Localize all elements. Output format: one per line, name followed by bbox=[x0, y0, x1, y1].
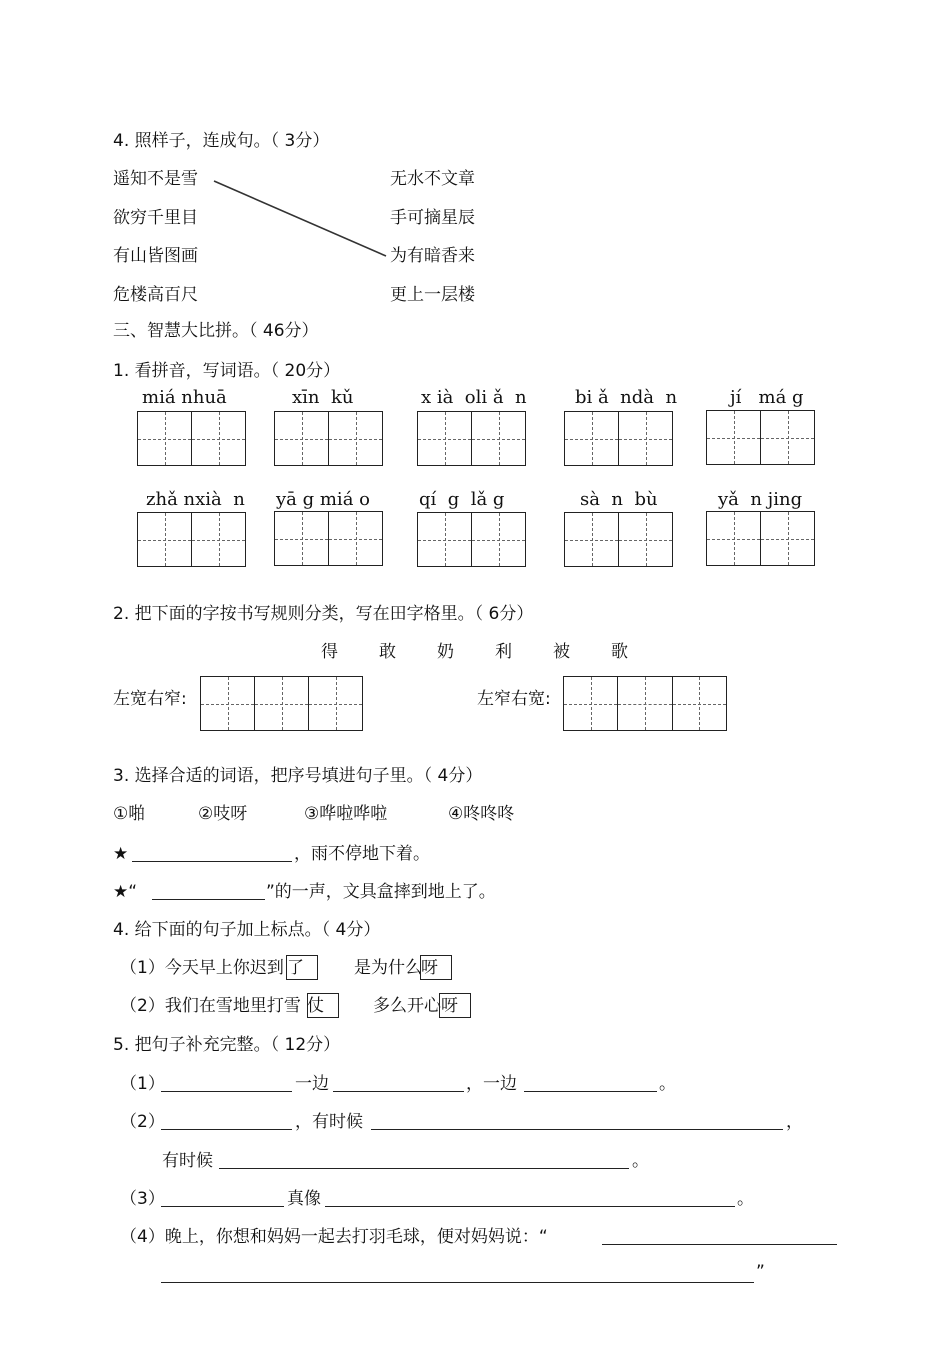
char-4: 利 bbox=[495, 642, 512, 662]
match-right-4: 更上一层楼 bbox=[390, 285, 475, 305]
punct-line-2-a: （2）我们在雪地里打雪 bbox=[120, 996, 301, 1016]
match-left-1: 遥知不是雪 bbox=[113, 169, 198, 189]
blank[interactable] bbox=[333, 1091, 464, 1092]
writing-grid[interactable] bbox=[274, 411, 383, 466]
blank[interactable] bbox=[524, 1091, 657, 1092]
s1-num: （1） bbox=[120, 1074, 165, 1094]
char-3: 奶 bbox=[437, 642, 454, 662]
star-2: ★“ bbox=[113, 882, 138, 902]
s2-mid: ，有时候 bbox=[295, 1112, 363, 1132]
pinyin-1-3: x ià oli ǎ n bbox=[421, 387, 527, 408]
char-6: 歌 bbox=[611, 642, 628, 662]
pinyin-1-1: miá nhuā bbox=[142, 387, 227, 408]
match-left-2: 欲穷千里目 bbox=[113, 208, 198, 228]
sentence-2-tail: ”的一声，文具盒摔到地上了。 bbox=[266, 882, 496, 902]
blank[interactable] bbox=[161, 1091, 292, 1092]
pinyin-2-3: qí g lǎ g bbox=[419, 489, 505, 510]
sentence-1-tail: ，雨不停地下着。 bbox=[294, 844, 430, 864]
writing-grid[interactable] bbox=[706, 410, 815, 465]
match-left-3: 有山皆图画 bbox=[113, 246, 198, 266]
option-3: ③哗啦哗啦 bbox=[304, 804, 388, 824]
blank-2[interactable] bbox=[152, 899, 265, 900]
char-2: 敢 bbox=[379, 642, 396, 662]
writing-grid[interactable] bbox=[706, 511, 815, 566]
q2-title: 2. 把下面的字按书写规则分类，写在田字格里。（ 6分） bbox=[113, 604, 534, 624]
option-1: ①啪 bbox=[113, 804, 146, 824]
s2b-end: 。 bbox=[632, 1151, 649, 1171]
writing-grid[interactable] bbox=[417, 512, 526, 567]
left-wide-label: 左宽右窄: bbox=[113, 689, 187, 709]
blank[interactable] bbox=[161, 1129, 292, 1130]
blank-1[interactable] bbox=[132, 861, 292, 862]
s2b-start: 有时候 bbox=[162, 1151, 213, 1171]
match-right-3: 为有暗香来 bbox=[390, 246, 475, 266]
blank[interactable] bbox=[161, 1206, 284, 1207]
s3-end: 。 bbox=[737, 1189, 754, 1209]
q4-punct-title: 4. 给下面的句子加上标点。（ 4分） bbox=[113, 920, 381, 940]
pinyin-1-5: jí má g bbox=[730, 387, 804, 408]
blank[interactable] bbox=[325, 1206, 735, 1207]
q3-title: 3. 选择合适的词语，把序号填进句子里。（ 4分） bbox=[113, 766, 483, 786]
pinyin-1-2: xīn kǔ bbox=[292, 387, 354, 408]
pinyin-2-2: yā g miá o bbox=[276, 489, 370, 510]
writing-grid[interactable] bbox=[564, 411, 673, 466]
pinyin-1-4: bi ǎ ndà n bbox=[575, 387, 678, 408]
writing-grid[interactable] bbox=[417, 411, 526, 466]
q4-match-title: 4. 照样子，连成句。（ 3分） bbox=[113, 131, 330, 151]
s4-end: ” bbox=[756, 1262, 765, 1282]
s4-text: （4）晚上，你想和妈妈一起去打羽毛球，便对妈妈说：“ bbox=[120, 1227, 548, 1247]
s1-end: 。 bbox=[659, 1074, 676, 1094]
example-match-line bbox=[0, 0, 950, 300]
punct-line-2-b: 仗 bbox=[307, 996, 324, 1016]
s1-mid: 一边 bbox=[295, 1074, 329, 1094]
left-narrow-grid[interactable] bbox=[563, 676, 727, 731]
section3-title: 三、智慧大比拼。（ 46分） bbox=[113, 321, 319, 341]
punct-line-2-c: 多么开心 bbox=[373, 996, 441, 1016]
writing-grid[interactable] bbox=[274, 511, 383, 566]
s3-num: （3） bbox=[120, 1189, 165, 1209]
writing-grid[interactable] bbox=[137, 512, 246, 567]
q5-title: 5. 把句子补充完整。（ 12分） bbox=[113, 1035, 341, 1055]
pinyin-2-1: zhǎ nxià n bbox=[146, 489, 245, 510]
punct-line-1-c: 是为什么 bbox=[354, 958, 422, 978]
s3-mid: 真像 bbox=[287, 1189, 321, 1209]
punct-line-1-a: （1）今天早上你迟到 bbox=[120, 958, 284, 978]
punct-line-2-d: 呀 bbox=[441, 996, 458, 1016]
blank[interactable] bbox=[161, 1282, 754, 1283]
pinyin-2-5: yǎ n jing bbox=[718, 489, 803, 510]
blank[interactable] bbox=[602, 1244, 837, 1245]
s1-mid2: ，一边 bbox=[466, 1074, 517, 1094]
star-1: ★ bbox=[113, 844, 129, 864]
writing-grid[interactable] bbox=[564, 512, 673, 567]
match-left-4: 危楼高百尺 bbox=[113, 285, 198, 305]
blank[interactable] bbox=[219, 1168, 629, 1169]
option-2: ②吱呀 bbox=[198, 804, 248, 824]
option-4: ④咚咚咚 bbox=[448, 804, 515, 824]
left-narrow-label: 左窄右宽: bbox=[477, 689, 551, 709]
blank[interactable] bbox=[371, 1129, 783, 1130]
pinyin-2-4: sà n bù bbox=[580, 489, 658, 510]
left-wide-grid[interactable] bbox=[200, 676, 363, 731]
char-1: 得 bbox=[321, 642, 338, 662]
punct-line-1-b: 了 bbox=[287, 958, 304, 978]
s2-num: （2） bbox=[120, 1112, 165, 1132]
q1-title: 1. 看拼音，写词语。（ 20分） bbox=[113, 361, 341, 381]
punct-line-1-d: 呀 bbox=[421, 958, 438, 978]
match-right-2: 手可摘星辰 bbox=[390, 208, 475, 228]
char-5: 被 bbox=[553, 642, 570, 662]
writing-grid[interactable] bbox=[137, 411, 246, 466]
s2-end: ， bbox=[786, 1112, 803, 1132]
match-right-1: 无水不文章 bbox=[390, 169, 475, 189]
